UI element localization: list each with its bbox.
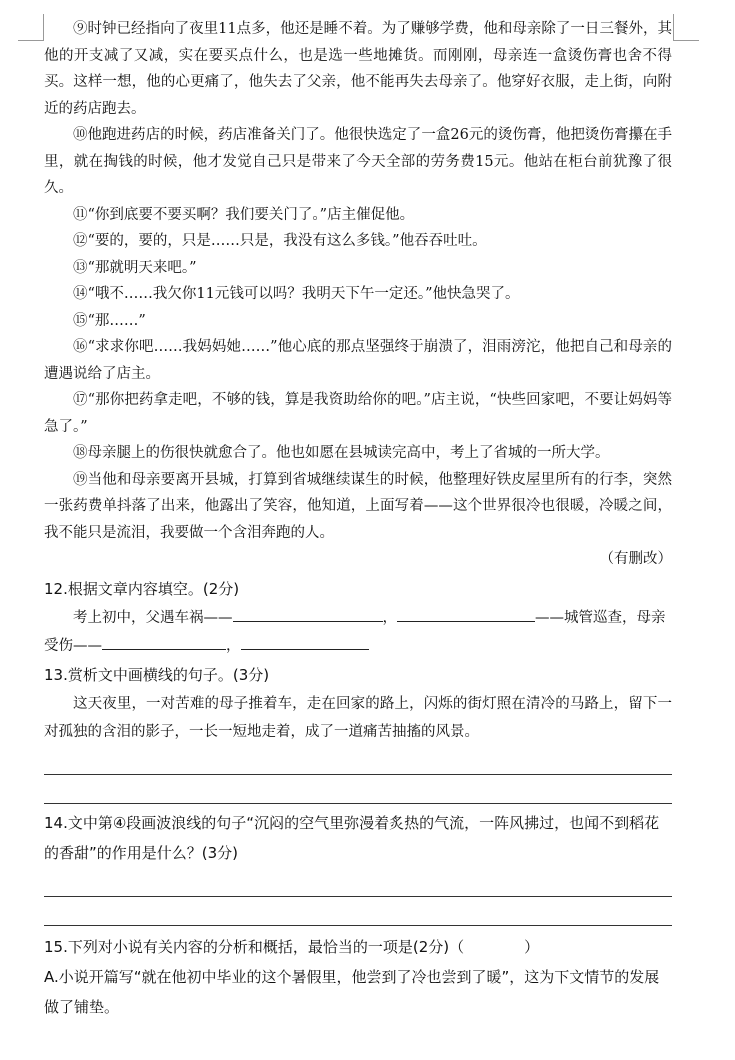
- question-13-quote: 这天夜里，一对苦难的母子推着车，走在回家的路上，闪烁的街灯照在清冷的马路上，留下一对孤独的含泪的影子，一长一短地走着，成了一道痛苦抽搐的风景。: [44, 696, 672, 740]
- question-13: [44, 660, 672, 804]
- q14-answer-line-1[interactable]: [44, 868, 672, 897]
- paragraph-18: ⑱母亲腿上的伤很快就愈合了。他也如愿在县城读完高中，考上了省城的一所大学。: [73, 445, 610, 461]
- q12-line2-start: 受伤——: [44, 638, 102, 654]
- question-15: [44, 932, 672, 1022]
- q12-blank-3[interactable]: [102, 633, 226, 650]
- paragraph-17: ⑰“那你把药拿走吧，不够的钱，算是我资助给你的吧。”店主说，“快些回家吧，不要让妈妈等急了。”: [44, 392, 672, 435]
- question-15-title-text: 15.下列对小说有关内容的分析和概括，最恰当的一项是(2分)（: [44, 938, 465, 956]
- paragraph-11: ⑪“你到底要不要买啊？我们要关门了。”店主催促他。: [73, 206, 415, 223]
- story-passage: [44, 16, 672, 572]
- q14-answer-line-2[interactable]: [44, 897, 672, 926]
- q15-option-a[interactable]: A.小说开篇写“就在他初中毕业的这个暑假里，他尝到了冷也尝到了暖”，这为下文情节的发展做了铺垫。: [44, 968, 660, 1016]
- crop-mark-right-horizontal: [673, 40, 699, 41]
- question-12: [44, 574, 672, 660]
- paragraph-12: ⑫“要的，要的，只是……只是，我没有这么多钱。”他吞吞吐吐。: [73, 233, 487, 249]
- q12-line2-sep: ，: [226, 638, 241, 654]
- document-page: [44, 16, 672, 1022]
- question-12-line-2: [44, 632, 672, 660]
- question-12-title: 12.根据文章内容填空。(2分): [44, 580, 240, 598]
- question-14-title: 14.文中第④段画波浪线的句子“沉闷的空气里弥漫着炙热的气流，一阵风拂过，也闻不到稻花的香甜”的作用是什么？(3分): [44, 814, 660, 862]
- paragraph-10: ⑩他跑进药店的时候，药店准备关门了。他很快选定了一盒26元的烫伤膏，他把烫伤膏攥在手里，就在掏钱的时候，他才发觉自己只是带来了今天全部的劳务费15元。他站在柜台前犹豫了很久。: [44, 127, 672, 196]
- paragraph-16: ⑯“求求你吧……我妈妈她……”他心底的那点坚强终于崩溃了，泪雨滂沱，他把自己和母亲的遭遇说给了店主。: [44, 339, 672, 382]
- paragraph-13: ⑬“那就明天来吧。”: [73, 259, 197, 276]
- paragraph-19: ⑲当他和母亲要离开县城，打算到省城继续谋生的时候，他整理好铁皮屋里所有的行李，突然一张药费单抖落了出来，他露出了笑容，他知道，上面写着——这个世界很冷也很暖，冷暖之间，我不能只是流泪，我要做一个含泪奔跑的人。: [44, 471, 672, 541]
- source-note: （有删改）: [599, 551, 672, 567]
- question-13-title: 13.赏析文中画横线的句子。(3分): [44, 666, 270, 684]
- paragraph-15: ⑮“那……”: [73, 312, 146, 329]
- question-12-line-1: [44, 604, 672, 632]
- q12-blank-1[interactable]: [233, 605, 383, 622]
- q12-line1-sep: ，: [382, 610, 397, 626]
- q13-answer-line-2[interactable]: [44, 775, 672, 804]
- question-15-title: [44, 932, 672, 962]
- question-15-title-end: ）: [524, 938, 540, 956]
- q12-line1-start: 考上初中，父遇车祸——: [73, 610, 233, 626]
- crop-mark-right-vertical: [673, 14, 674, 40]
- question-14: [44, 808, 672, 926]
- q13-answer-line-1[interactable]: [44, 746, 672, 775]
- paragraph-14: ⑭“哦不……我欠你11元钱可以吗？我明天下午一定还。”他快急哭了。: [73, 286, 520, 302]
- q12-blank-4[interactable]: [241, 633, 369, 650]
- paragraph-9: ⑨时钟已经指向了夜里11点多，他还是睡不着。为了赚够学费，他和母亲除了一日三餐外，其他的开支减了又减，实在要买点什么，也是选一些地摊货。而刚刚，母亲连一盒烫伤膏也舍不得买。这样一想，他的心更痛了，他失去了父亲，他不能再失去母亲了。他穿好衣服，走上街，向附近的药店跑去。: [44, 21, 672, 117]
- q12-blank-2[interactable]: [397, 605, 535, 622]
- crop-mark-left-horizontal: [18, 40, 44, 41]
- q12-line1-end: ——城管巡查，母亲: [535, 610, 666, 626]
